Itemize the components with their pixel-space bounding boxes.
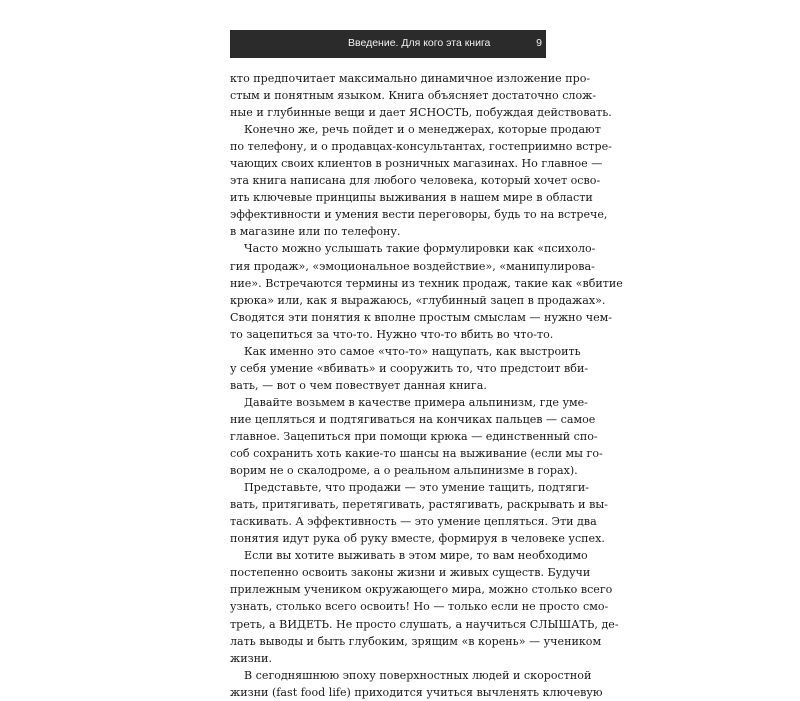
running-header: [230, 30, 546, 58]
text-line: постепенно освоить законы жизни и живых существ. Будучи: [230, 566, 591, 580]
text-line: Как именно это самое «что-то» нащупать, как выстроить: [244, 344, 581, 358]
text-line: вать, — вот о чем повествует данная книга.: [230, 378, 487, 392]
text-line: кто предпочитает максимально динамичное изложение про-: [230, 72, 591, 85]
text-line: по телефону, и о продавцах-консультантах, гостеприимно встре-: [230, 140, 612, 154]
body-text: [230, 70, 623, 701]
text-line: ние». Встречаются термины из техник продаж, такие как «вбитие: [230, 276, 623, 290]
text-line: вать, притягивать, перетягивать, растягивать, раскрывать и вы-: [230, 498, 608, 512]
text-line: эффективности и умения вести переговоры, будь то на встрече,: [230, 208, 608, 222]
text-line: ные и глубинные вещи и дает ЯСНОСТЬ, побуждая действовать.: [230, 106, 612, 120]
text-line: узнать, столько всего освоить! Но — только если не просто смо-: [230, 600, 609, 614]
text-line: соб сохранить хоть какие-то шансы на выживание (если мы го-: [230, 447, 603, 461]
text-line: крюка» или, как я выражаюсь, «глубинный зацеп в продажах».: [230, 293, 606, 307]
page-number: 9: [536, 37, 542, 49]
text-line: то зацепиться за что-то. Нужно что-то вбить во что-то.: [230, 327, 554, 341]
text-line: стым и понятным языком. Книга объясняет достаточно слож-: [230, 89, 597, 103]
text-line: чающих своих клиентов в розничных магазинах. Но главное —: [230, 157, 603, 171]
text-line: эта книга написана для любого человека, который хочет осво-: [230, 174, 601, 188]
text-line: таскивать. А эффективность — это умение цепляться. Эти два: [230, 515, 597, 529]
text-line: главное. Зацепиться при помощи крюка — единственный спо-: [230, 429, 598, 443]
text-line: гия продаж», «эмоциональное воздействие», «манипулирова-: [230, 259, 595, 273]
text-line: Сводятся эти понятия к вполне простым смыслам — нужно чем-: [230, 310, 613, 324]
text-line: Конечно же, речь пойдет и о менеджерах, которые продают: [244, 123, 601, 137]
text-line: Давайте возьмем в качестве примера альпинизм, где уме-: [244, 395, 588, 409]
text-line: ить ключевые принципы выживания в нашем мире в области: [230, 191, 593, 205]
text-line: прилежным учеником окружающего мира, можно столько всего: [230, 583, 613, 597]
text-line: жизни (fast food life) приходится учиться вычленять ключевую: [230, 685, 603, 699]
text-line: у себя умение «вбивать» и сооружить то, что предстоит вби-: [230, 361, 589, 375]
text-line: ние цепляться и подтягиваться на кончиках пальцев — самое: [230, 412, 596, 426]
text-line: понятия идут рука об руку вместе, формируя в человеке успех.: [230, 532, 605, 546]
text-line: в магазине или по телефону.: [230, 225, 401, 239]
text-line: В сегодняшнюю эпоху поверхностных людей и скоростной: [244, 668, 592, 682]
text-line: Представьте, что продажи — это умение тащить, подтяги-: [244, 481, 590, 495]
text-line: треть, а ВИДЕТЬ. Не просто слушать, а научиться СЛЫШАТЬ, де-: [230, 617, 619, 631]
text-line: лать выводы и быть глубоким, зрящим «в корень» — учеником: [230, 634, 602, 648]
chapter-title: Введение. Для кого эта книга: [348, 37, 491, 49]
text-line: Если вы хотите выживать в этом мире, то вам необходимо: [244, 549, 588, 563]
text-line: жизни.: [230, 651, 272, 665]
text-line: Часто можно услышать такие формулировки как «психоло-: [244, 242, 596, 256]
text-line: ворим не о скалодроме, а о реальном альпинизме в горах).: [230, 464, 578, 478]
